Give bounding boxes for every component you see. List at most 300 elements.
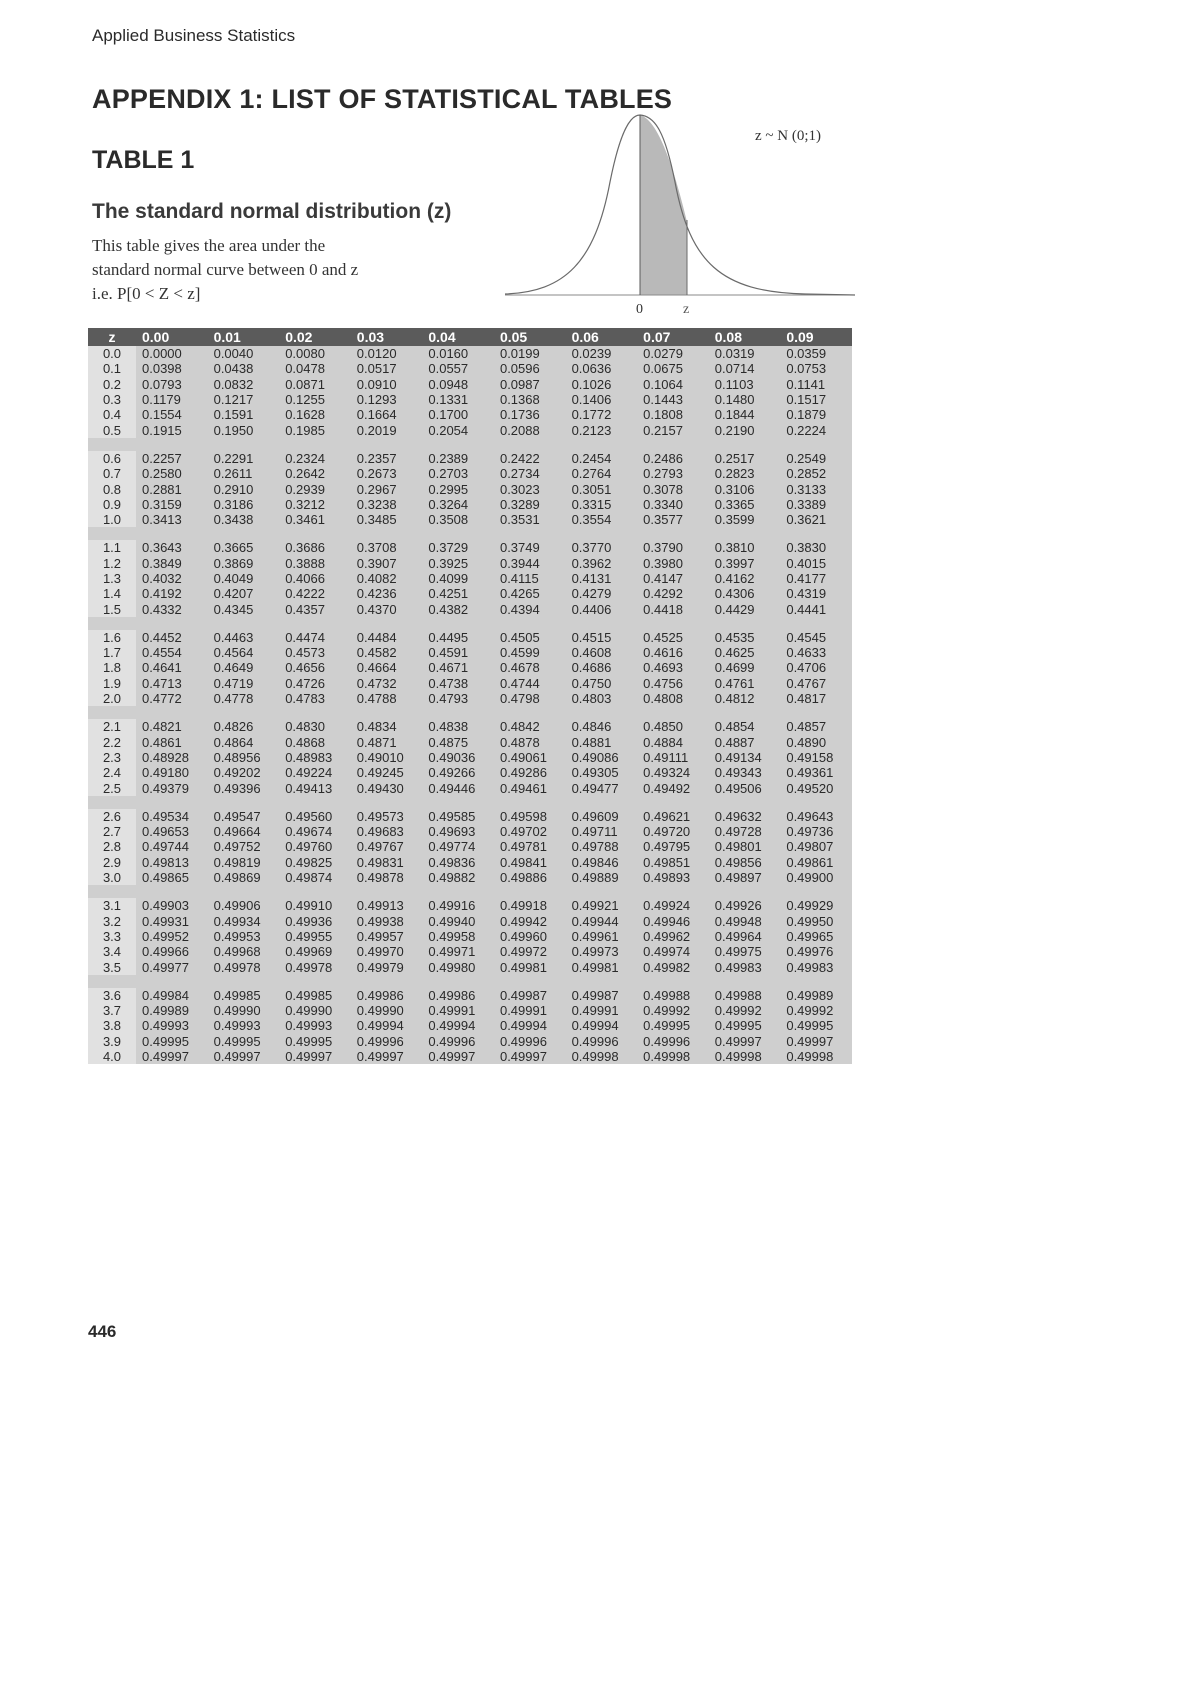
probability-cell: 0.3365 bbox=[714, 496, 755, 512]
probability-cell: 0.49970 bbox=[356, 944, 404, 960]
probability-cell: 0.49856 bbox=[714, 854, 762, 870]
probability-cell: 0.4826 bbox=[213, 719, 254, 735]
probability-cell: 0.49995 bbox=[213, 1033, 261, 1049]
probability-cell: 0.2190 bbox=[714, 422, 755, 438]
group-spacer-cell bbox=[88, 617, 852, 630]
probability-cell: 0.49988 bbox=[714, 987, 762, 1003]
probability-cell: 0.4066 bbox=[285, 571, 325, 586]
probability-cell: 0.49396 bbox=[213, 780, 261, 796]
probability-cell: 0.1255 bbox=[285, 392, 325, 408]
probability-cell: 0.2823 bbox=[714, 466, 755, 482]
probability-cell: 0.4671 bbox=[428, 660, 469, 676]
probability-cell: 0.4890 bbox=[786, 734, 827, 750]
probability-cell: 0.49997 bbox=[714, 1033, 762, 1049]
probability-cell: 0.49980 bbox=[428, 959, 476, 975]
probability-cell: 0.49983 bbox=[786, 959, 834, 975]
probability-cell: 0.4049 bbox=[213, 571, 254, 586]
probability-cell: 0.49643 bbox=[786, 808, 834, 824]
probability-cell: 0.49813 bbox=[142, 854, 189, 870]
table-row bbox=[88, 1018, 852, 1033]
probability-cell: 0.49997 bbox=[285, 1049, 333, 1065]
probability-cell: 0.49996 bbox=[356, 1033, 404, 1049]
probability-cell: 0.4793 bbox=[428, 691, 469, 707]
probability-cell: 0.3577 bbox=[643, 512, 683, 528]
probability-cell: 0.4857 bbox=[786, 719, 827, 735]
probability-cell: 0.49987 bbox=[499, 987, 547, 1003]
z-value-cell: 1.9 bbox=[88, 676, 136, 691]
probability-cell: 0.0120 bbox=[356, 346, 397, 362]
probability-cell: 0.4783 bbox=[285, 691, 325, 707]
probability-cell: 0.3461 bbox=[285, 512, 325, 528]
probability-cell: 0.49996 bbox=[428, 1033, 476, 1049]
probability-cell: 0.49916 bbox=[428, 898, 476, 914]
probability-cell: 0.49985 bbox=[285, 987, 333, 1003]
probability-cell: 0.49942 bbox=[499, 913, 547, 929]
probability-cell: 0.49995 bbox=[142, 1033, 189, 1049]
probability-cell: 0.49111 bbox=[643, 749, 689, 765]
probability-cell: 0.4641 bbox=[142, 660, 182, 676]
table-row bbox=[88, 870, 852, 885]
probability-cell: 0.0517 bbox=[356, 361, 397, 377]
probability-cell: 0.3944 bbox=[499, 555, 540, 571]
probability-cell: 0.3997 bbox=[714, 555, 755, 571]
table-row bbox=[88, 466, 852, 481]
probability-cell: 0.49987 bbox=[571, 987, 619, 1003]
table-row bbox=[88, 407, 852, 422]
z-value-cell: 1.5 bbox=[88, 601, 136, 616]
probability-cell: 0.49841 bbox=[499, 854, 547, 870]
z-value-cell: 2.8 bbox=[88, 839, 136, 854]
probability-cell: 0.49918 bbox=[499, 898, 547, 914]
probability-cell: 0.1217 bbox=[213, 392, 254, 408]
table-row bbox=[88, 855, 852, 870]
probability-cell: 0.4842 bbox=[499, 719, 540, 735]
table-row bbox=[88, 780, 852, 795]
probability-cell: 0.49978 bbox=[213, 959, 261, 975]
probability-cell: 0.4656 bbox=[285, 660, 325, 676]
probability-cell: 0.3686 bbox=[285, 540, 325, 556]
probability-cell: 0.4678 bbox=[499, 660, 540, 676]
probability-cell: 0.49134 bbox=[714, 749, 762, 765]
probability-cell: 0.4738 bbox=[428, 675, 469, 691]
probability-cell: 0.1141 bbox=[786, 376, 826, 392]
probability-cell: 0.4370 bbox=[356, 601, 397, 617]
probability-cell: 0.4332 bbox=[142, 601, 182, 617]
column-header: 0.04 bbox=[422, 328, 494, 346]
probability-cell: 0.1517 bbox=[786, 392, 827, 408]
probability-cell: 0.3962 bbox=[571, 555, 612, 571]
probability-cell: 0.48983 bbox=[285, 749, 333, 765]
probability-cell: 0.1554 bbox=[142, 407, 182, 423]
probability-cell: 0.49158 bbox=[786, 749, 834, 765]
z-value-cell: 1.0 bbox=[88, 512, 136, 527]
probability-cell: 0.49948 bbox=[714, 913, 762, 929]
table-row bbox=[88, 765, 852, 780]
z-value-cell: 2.1 bbox=[88, 719, 136, 734]
table-row bbox=[88, 346, 852, 361]
probability-cell: 0.49653 bbox=[142, 824, 189, 840]
probability-cell: 0.3078 bbox=[643, 481, 683, 497]
probability-cell: 0.0793 bbox=[142, 376, 182, 392]
table-row bbox=[88, 497, 852, 512]
probability-cell: 0.3749 bbox=[499, 540, 540, 556]
probability-cell: 0.0871 bbox=[285, 376, 325, 392]
probability-cell: 0.49971 bbox=[428, 944, 476, 960]
probability-cell: 0.4649 bbox=[213, 660, 254, 676]
probability-cell: 0.49061 bbox=[499, 749, 547, 765]
probability-cell: 0.49632 bbox=[714, 808, 762, 824]
probability-cell: 0.49998 bbox=[643, 1049, 691, 1065]
group-spacer bbox=[88, 975, 852, 988]
probability-cell: 0.4633 bbox=[786, 645, 827, 661]
probability-cell: 0.4808 bbox=[643, 691, 683, 707]
probability-cell: 0.2939 bbox=[285, 481, 325, 497]
probability-cell: 0.3599 bbox=[714, 512, 755, 528]
probability-cell: 0.0714 bbox=[714, 361, 755, 377]
probability-cell: 0.4147 bbox=[643, 571, 683, 586]
probability-cell: 0.48928 bbox=[142, 749, 189, 765]
appendix-title: APPENDIX 1: LIST OF STATISTICAL TABLES bbox=[92, 84, 673, 114]
probability-cell: 0.4382 bbox=[428, 601, 469, 617]
probability-cell: 0.4099 bbox=[428, 571, 469, 586]
axis-label-z: z bbox=[683, 302, 690, 317]
probability-cell: 0.0438 bbox=[213, 361, 254, 377]
probability-cell: 0.49664 bbox=[213, 824, 261, 840]
page-number: 446 bbox=[88, 1322, 117, 1341]
probability-cell: 0.49960 bbox=[499, 928, 547, 944]
probability-cell: 0.49036 bbox=[428, 749, 476, 765]
probability-cell: 0.49955 bbox=[285, 928, 333, 944]
probability-cell: 0.3315 bbox=[571, 496, 612, 512]
probability-cell: 0.49979 bbox=[356, 959, 404, 975]
probability-cell: 0.49361 bbox=[786, 765, 834, 781]
probability-cell: 0.49086 bbox=[571, 749, 619, 765]
probability-cell: 0.49995 bbox=[643, 1018, 691, 1034]
z-value-cell: 1.4 bbox=[88, 586, 136, 601]
probability-cell: 0.4871 bbox=[356, 734, 397, 750]
probability-cell: 0.49969 bbox=[285, 944, 333, 960]
probability-cell: 0.4394 bbox=[499, 601, 540, 617]
group-spacer bbox=[88, 438, 852, 451]
table-row bbox=[88, 630, 852, 645]
z-value-cell: 0.2 bbox=[88, 377, 136, 392]
table-row bbox=[88, 914, 852, 929]
description-line: standard normal curve between 0 and z bbox=[92, 260, 359, 279]
column-header: 0.05 bbox=[494, 328, 566, 346]
table-row bbox=[88, 809, 852, 824]
probability-cell: 0.0000 bbox=[142, 346, 182, 362]
probability-cell: 0.1064 bbox=[643, 376, 683, 392]
probability-cell: 0.49430 bbox=[356, 780, 404, 796]
table-row bbox=[88, 898, 852, 913]
z-value-cell: 0.0 bbox=[88, 346, 136, 361]
probability-cell: 0.2995 bbox=[428, 481, 469, 497]
probability-cell: 0.1179 bbox=[142, 392, 181, 408]
probability-cell: 0.0948 bbox=[428, 376, 469, 392]
probability-cell: 0.49973 bbox=[571, 944, 619, 960]
probability-cell: 0.4082 bbox=[356, 571, 397, 586]
probability-cell: 0.2517 bbox=[714, 450, 755, 466]
table-row bbox=[88, 691, 852, 706]
probability-cell: 0.49990 bbox=[285, 1003, 333, 1019]
probability-cell: 0.4778 bbox=[213, 691, 254, 707]
group-spacer-cell bbox=[88, 796, 852, 809]
probability-cell: 0.49882 bbox=[428, 870, 476, 886]
probability-cell: 0.49998 bbox=[786, 1049, 834, 1065]
probability-cell: 0.3907 bbox=[356, 555, 397, 571]
z-value-cell: 2.4 bbox=[88, 765, 136, 780]
probability-cell: 0.48956 bbox=[213, 749, 261, 765]
group-spacer bbox=[88, 706, 852, 719]
probability-cell: 0.0359 bbox=[786, 346, 827, 362]
probability-cell: 0.49988 bbox=[643, 987, 691, 1003]
probability-cell: 0.2157 bbox=[643, 422, 683, 438]
probability-cell: 0.4357 bbox=[285, 601, 325, 617]
probability-cell: 0.3413 bbox=[142, 512, 182, 528]
probability-cell: 0.49994 bbox=[571, 1018, 619, 1034]
description-line: This table gives the area under the bbox=[92, 236, 326, 255]
probability-cell: 0.0987 bbox=[499, 376, 540, 392]
z-value-cell: 3.0 bbox=[88, 870, 136, 885]
z-value-cell: 2.0 bbox=[88, 691, 136, 706]
probability-cell: 0.49992 bbox=[643, 1003, 691, 1019]
probability-cell: 0.4861 bbox=[142, 734, 182, 750]
z-value-cell: 1.6 bbox=[88, 630, 136, 645]
probability-cell: 0.49477 bbox=[571, 780, 619, 796]
z-value-cell: 0.9 bbox=[88, 497, 136, 512]
probability-cell: 0.4887 bbox=[714, 734, 755, 750]
probability-cell: 0.49924 bbox=[643, 898, 691, 914]
probability-cell: 0.49906 bbox=[213, 898, 261, 914]
probability-cell: 0.4131 bbox=[571, 571, 612, 586]
probability-cell: 0.49446 bbox=[428, 780, 476, 796]
probability-cell: 0.1406 bbox=[571, 392, 612, 408]
probability-cell: 0.2642 bbox=[285, 466, 325, 482]
table-row bbox=[88, 571, 852, 586]
table-row bbox=[88, 361, 852, 376]
probability-cell: 0.49760 bbox=[285, 839, 333, 855]
probability-cell: 0.1480 bbox=[714, 392, 755, 408]
probability-cell: 0.49305 bbox=[571, 765, 619, 781]
probability-cell: 0.4834 bbox=[356, 719, 397, 735]
probability-cell: 0.49992 bbox=[786, 1003, 834, 1019]
probability-cell: 0.2967 bbox=[356, 481, 397, 497]
probability-cell: 0.1628 bbox=[285, 407, 325, 423]
probability-cell: 0.4846 bbox=[571, 719, 612, 735]
probability-cell: 0.49728 bbox=[714, 824, 762, 840]
probability-cell: 0.4032 bbox=[142, 571, 182, 586]
probability-cell: 0.2324 bbox=[285, 450, 325, 466]
probability-cell: 0.4713 bbox=[142, 675, 182, 691]
table-row bbox=[88, 660, 852, 675]
probability-cell: 0.2764 bbox=[571, 466, 612, 482]
probability-cell: 0.49946 bbox=[643, 913, 691, 929]
table-row bbox=[88, 422, 852, 437]
probability-cell: 0.49836 bbox=[428, 854, 476, 870]
probability-cell: 0.3729 bbox=[428, 540, 469, 556]
probability-cell: 0.49977 bbox=[142, 959, 189, 975]
probability-cell: 0.3849 bbox=[142, 555, 182, 571]
probability-cell: 0.49962 bbox=[643, 928, 691, 944]
table-row bbox=[88, 824, 852, 839]
probability-cell: 0.49900 bbox=[786, 870, 834, 886]
probability-cell: 0.1443 bbox=[643, 392, 683, 408]
table-row bbox=[88, 1003, 852, 1018]
probability-cell: 0.1915 bbox=[142, 422, 182, 438]
probability-cell: 0.49981 bbox=[571, 959, 619, 975]
probability-cell: 0.49934 bbox=[213, 913, 261, 929]
probability-cell: 0.49957 bbox=[356, 928, 404, 944]
probability-cell: 0.49989 bbox=[142, 1003, 189, 1019]
probability-cell: 0.2673 bbox=[356, 466, 397, 482]
probability-cell: 0.0398 bbox=[142, 361, 182, 377]
probability-cell: 0.4495 bbox=[428, 629, 469, 645]
probability-cell: 0.49974 bbox=[643, 944, 691, 960]
probability-cell: 0.4868 bbox=[285, 734, 325, 750]
probability-cell: 0.49953 bbox=[213, 928, 261, 944]
table-row bbox=[88, 512, 852, 527]
probability-cell: 0.4418 bbox=[643, 601, 683, 617]
probability-cell: 0.49921 bbox=[571, 898, 619, 914]
z-value-cell: 3.4 bbox=[88, 944, 136, 959]
probability-cell: 0.3665 bbox=[213, 540, 254, 556]
probability-cell: 0.49846 bbox=[571, 854, 619, 870]
probability-cell: 0.49986 bbox=[356, 987, 404, 1003]
probability-cell: 0.2549 bbox=[786, 450, 827, 466]
probability-cell: 0.4474 bbox=[285, 629, 325, 645]
probability-cell: 0.49801 bbox=[714, 839, 762, 855]
probability-cell: 0.49202 bbox=[213, 765, 261, 781]
probability-cell: 0.4864 bbox=[213, 734, 254, 750]
probability-cell: 0.2291 bbox=[213, 450, 254, 466]
probability-cell: 0.49674 bbox=[285, 824, 333, 840]
probability-cell: 0.3159 bbox=[142, 496, 182, 512]
probability-cell: 0.3212 bbox=[285, 496, 325, 512]
probability-cell: 0.0753 bbox=[786, 361, 827, 377]
probability-cell: 0.49621 bbox=[643, 808, 691, 824]
table-row bbox=[88, 988, 852, 1003]
table-row bbox=[88, 719, 852, 734]
probability-cell: 0.49461 bbox=[499, 780, 547, 796]
probability-cell: 0.49926 bbox=[714, 898, 762, 914]
probability-cell: 0.49520 bbox=[786, 780, 834, 796]
probability-cell: 0.49944 bbox=[571, 913, 619, 929]
probability-cell: 0.3340 bbox=[643, 496, 683, 512]
axis-label-zero: 0 bbox=[636, 302, 643, 317]
probability-cell: 0.0279 bbox=[643, 346, 683, 362]
probability-cell: 0.3770 bbox=[571, 540, 612, 556]
column-header-z: z bbox=[88, 328, 136, 346]
probability-cell: 0.49958 bbox=[428, 928, 476, 944]
probability-cell: 0.4406 bbox=[571, 601, 612, 617]
table-row bbox=[88, 1049, 852, 1064]
probability-cell: 0.49343 bbox=[714, 765, 762, 781]
probability-cell: 0.3485 bbox=[356, 512, 397, 528]
probability-cell: 0.49795 bbox=[643, 839, 691, 855]
column-header: 0.03 bbox=[351, 328, 423, 346]
z-value-cell: 0.5 bbox=[88, 422, 136, 437]
probability-cell: 0.49991 bbox=[428, 1003, 476, 1019]
probability-cell: 0.4625 bbox=[714, 645, 755, 661]
group-spacer bbox=[88, 527, 852, 540]
z-value-cell: 1.1 bbox=[88, 540, 136, 555]
probability-cell: 0.4582 bbox=[356, 645, 397, 661]
table-row bbox=[88, 645, 852, 660]
table-row bbox=[88, 839, 852, 854]
probability-cell: 0.49983 bbox=[714, 959, 762, 975]
table-heading: TABLE 1 bbox=[92, 146, 195, 174]
probability-cell: 0.4505 bbox=[499, 629, 540, 645]
probability-cell: 0.49913 bbox=[356, 898, 404, 914]
z-value-cell: 0.4 bbox=[88, 407, 136, 422]
probability-cell: 0.49994 bbox=[499, 1018, 547, 1034]
probability-cell: 0.4756 bbox=[643, 675, 683, 691]
probability-cell: 0.1844 bbox=[714, 407, 755, 423]
probability-cell: 0.49997 bbox=[428, 1049, 476, 1065]
column-header: 0.06 bbox=[566, 328, 638, 346]
probability-cell: 0.49585 bbox=[428, 808, 476, 824]
probability-cell: 0.49936 bbox=[285, 913, 333, 929]
probability-cell: 0.4554 bbox=[142, 645, 182, 661]
probability-cell: 0.49861 bbox=[786, 854, 834, 870]
probability-cell: 0.4162 bbox=[714, 571, 755, 586]
probability-cell: 0.49180 bbox=[142, 765, 189, 781]
probability-cell: 0.49781 bbox=[499, 839, 547, 855]
probability-cell: 0.49903 bbox=[142, 898, 189, 914]
probability-cell: 0.4699 bbox=[714, 660, 755, 676]
probability-cell: 0.3106 bbox=[714, 481, 755, 497]
probability-cell: 0.4750 bbox=[571, 675, 612, 691]
probability-cell: 0.49991 bbox=[499, 1003, 547, 1019]
probability-cell: 0.49266 bbox=[428, 765, 476, 781]
probability-cell: 0.49720 bbox=[643, 824, 691, 840]
probability-cell: 0.49976 bbox=[786, 944, 834, 960]
probability-cell: 0.49245 bbox=[356, 765, 404, 781]
probability-cell: 0.4798 bbox=[499, 691, 540, 707]
probability-cell: 0.49534 bbox=[142, 808, 189, 824]
probability-cell: 0.3708 bbox=[356, 540, 397, 556]
z-value-cell: 2.7 bbox=[88, 824, 136, 839]
z-value-cell: 1.7 bbox=[88, 645, 136, 660]
probability-cell: 0.4732 bbox=[356, 675, 397, 691]
z-value-cell: 1.2 bbox=[88, 556, 136, 571]
probability-cell: 0.4429 bbox=[714, 601, 755, 617]
probability-cell: 0.49991 bbox=[571, 1003, 619, 1019]
probability-cell: 0.49869 bbox=[213, 870, 261, 886]
probability-cell: 0.2793 bbox=[643, 466, 683, 482]
probability-cell: 0.3888 bbox=[285, 555, 325, 571]
probability-cell: 0.49972 bbox=[499, 944, 547, 960]
probability-cell: 0.49865 bbox=[142, 870, 189, 886]
probability-cell: 0.49994 bbox=[356, 1018, 404, 1034]
probability-cell: 0.4306 bbox=[714, 586, 755, 602]
probability-cell: 0.49889 bbox=[571, 870, 619, 886]
probability-cell: 0.2703 bbox=[428, 466, 469, 482]
probability-cell: 0.2422 bbox=[499, 450, 540, 466]
normal-curve-figure bbox=[505, 112, 855, 317]
probability-cell: 0.2611 bbox=[213, 466, 253, 482]
probability-cell: 0.4515 bbox=[571, 629, 612, 645]
table-row bbox=[88, 735, 852, 750]
probability-cell: 0.49997 bbox=[499, 1049, 547, 1065]
probability-cell: 0.0199 bbox=[499, 346, 540, 362]
probability-cell: 0.49807 bbox=[786, 839, 834, 855]
probability-cell: 0.49788 bbox=[571, 839, 619, 855]
probability-cell: 0.49752 bbox=[213, 839, 261, 855]
probability-cell: 0.49995 bbox=[786, 1018, 834, 1034]
probability-cell: 0.49982 bbox=[643, 959, 691, 975]
probability-cell: 0.2123 bbox=[571, 422, 612, 438]
